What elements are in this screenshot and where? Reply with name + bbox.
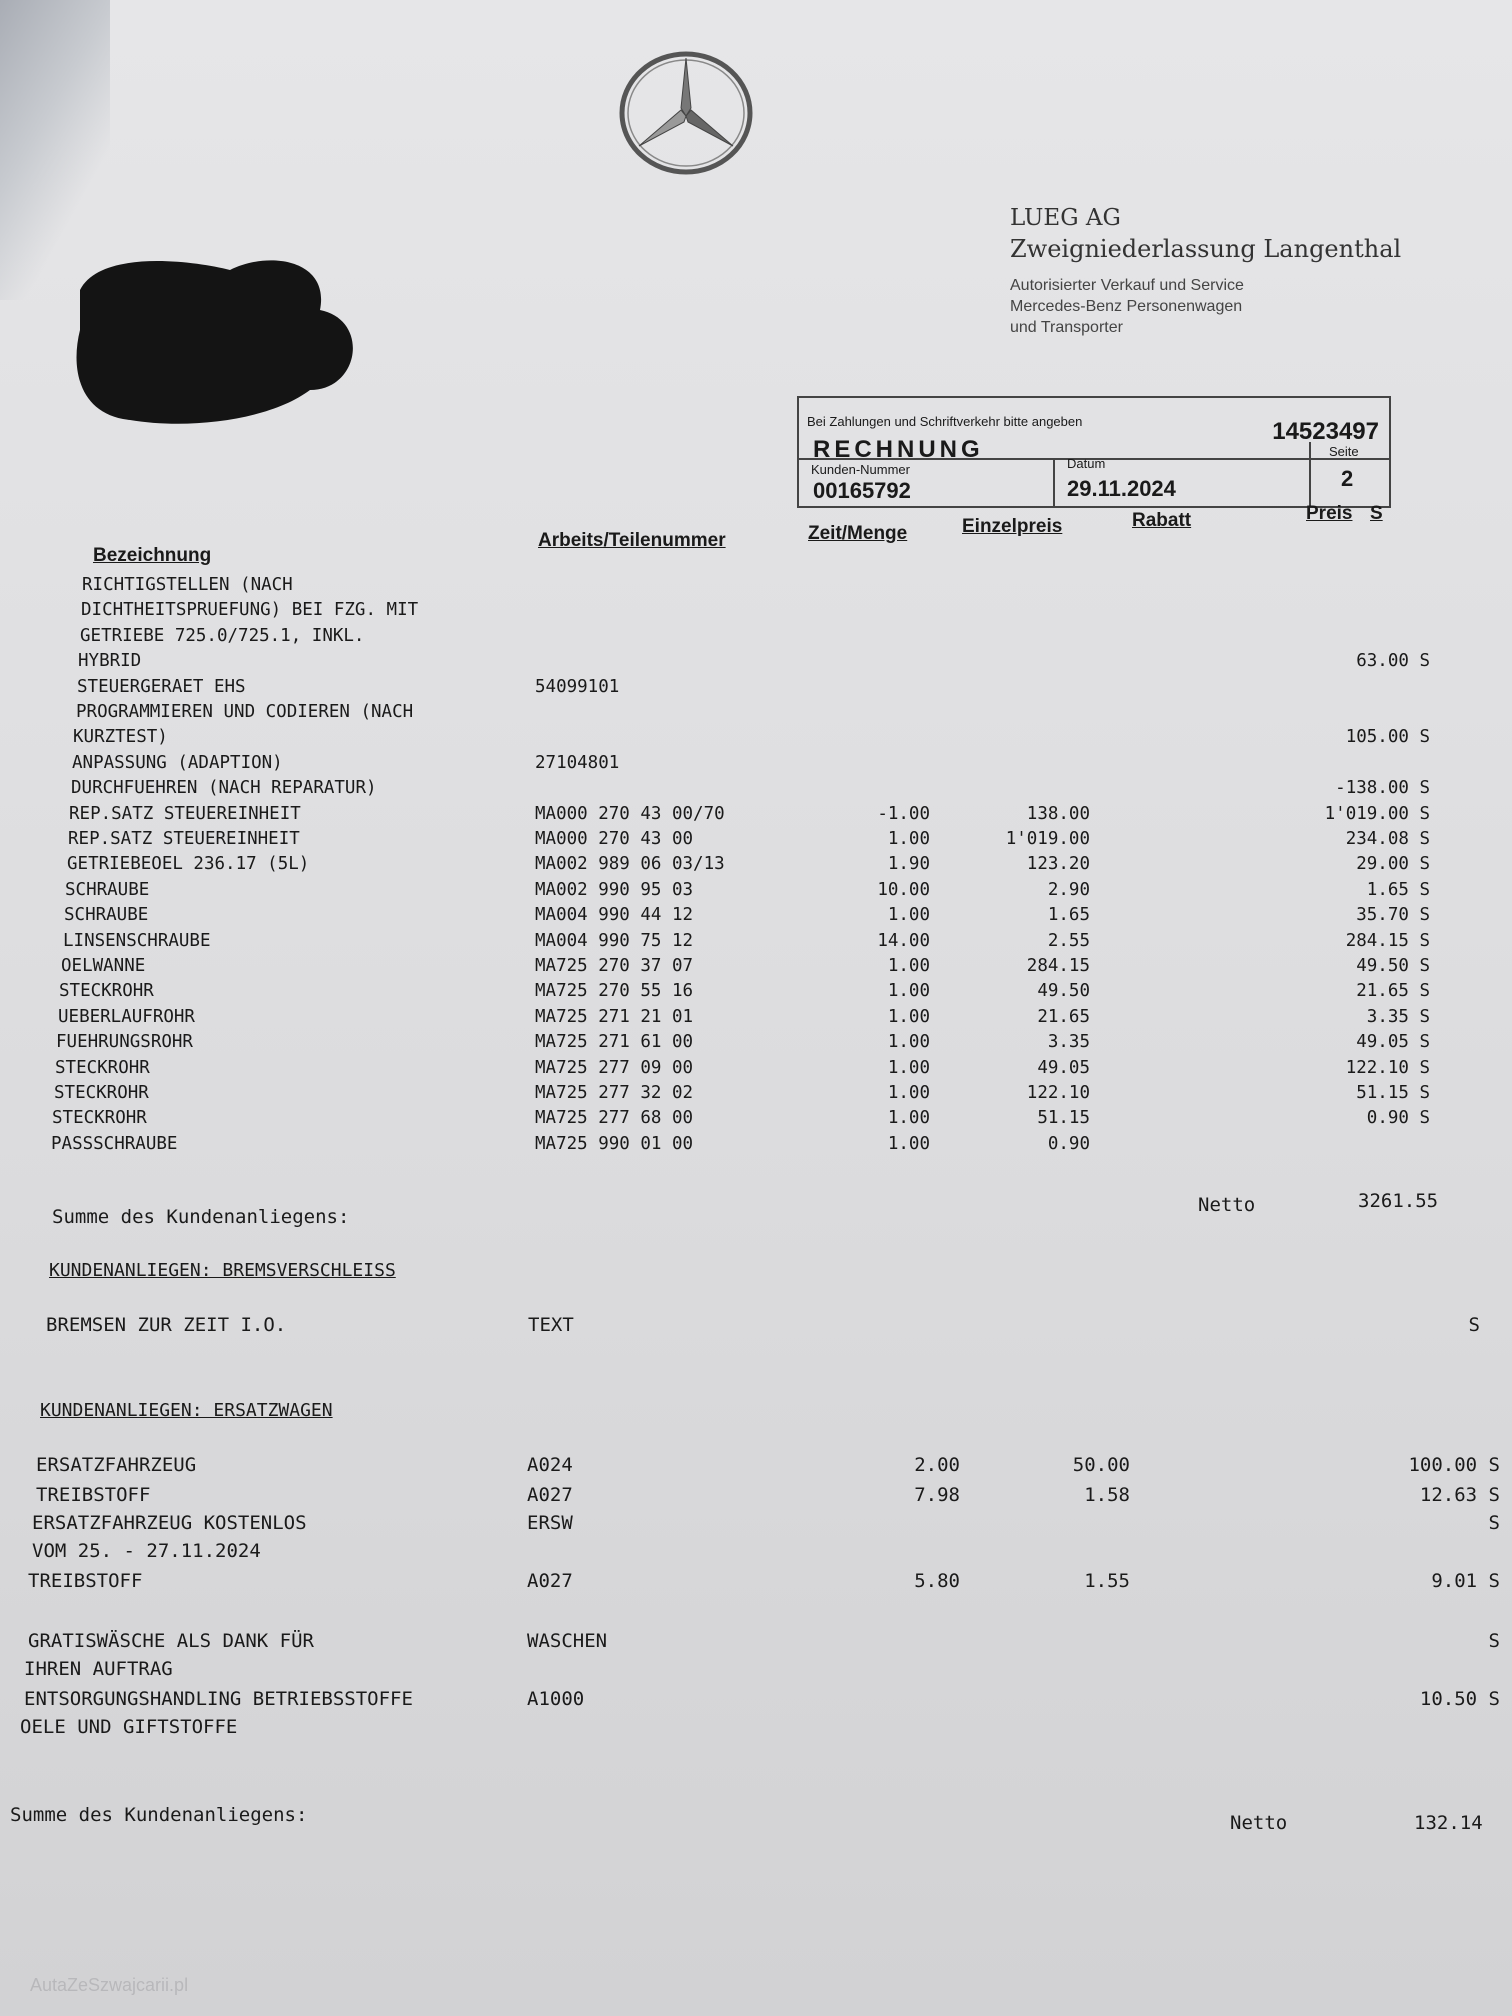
item-part-number: MA004 990 44 12 [535, 905, 694, 926]
item-part-number: MA725 271 61 00 [535, 1032, 694, 1053]
col-header-part-number: Arbeits/Teilenummer [538, 530, 726, 551]
item-price: 3.35 S [1366, 1006, 1430, 1027]
table-row [0, 931, 1512, 956]
dealer-address-block [1010, 205, 1401, 338]
item-description: HYBRID [78, 651, 142, 672]
car-line-quantity: 5.80 [914, 1570, 960, 1592]
item-unit-price: 49.05 [1037, 1057, 1090, 1078]
car-line-description: ERSATZFAHRZEUG KOSTENLOS [32, 1512, 307, 1534]
table-row [0, 981, 1512, 1006]
car-line-price: S [1488, 1512, 1500, 1534]
item-price: 122.10 S [1345, 1057, 1430, 1078]
dealer-desc-3: und Transporter [1010, 319, 1123, 336]
car-line-description: ERSATZFAHRZEUG [36, 1454, 197, 1476]
table-row [0, 778, 1512, 803]
table-row [0, 1134, 1512, 1159]
item-description: SCHRAUBE [65, 879, 150, 900]
item-quantity: 1.00 [887, 1108, 930, 1129]
item-price: 284.15 S [1345, 930, 1430, 951]
mercedes-star-logo-icon [618, 50, 754, 176]
table-row [0, 804, 1512, 829]
item-quantity: 1.00 [887, 981, 930, 1002]
dealer-desc-1: Autorisierter Verkauf und Service [1010, 277, 1244, 294]
item-unit-price: 123.20 [1026, 854, 1090, 875]
item-unit-price: 122.10 [1026, 1083, 1090, 1103]
table-row [0, 677, 1512, 702]
table-row [0, 651, 1512, 676]
summary-2-label: Summe des Kundenanliegens: [10, 1804, 308, 1826]
car-line-quantity: 2.00 [914, 1454, 960, 1476]
payment-hint: Bei Zahlungen und Schriftverkehr bitte angeben [807, 414, 1083, 429]
item-price: 1'019.00 S [1324, 803, 1430, 824]
item-quantity: 1.00 [887, 1032, 930, 1053]
item-description: STECKROHR [54, 1083, 149, 1103]
car-line-code: A027 [527, 1570, 573, 1592]
item-description: PASSSCHRAUBE [51, 1133, 178, 1154]
item-description: SCHRAUBE [64, 905, 149, 926]
invoice-date: 29.11.2024 [1067, 476, 1176, 501]
item-price: 63.00 S [1356, 651, 1430, 672]
item-unit-price: 1.65 [1047, 905, 1090, 926]
item-description: STECKROHR [55, 1057, 150, 1078]
item-part-number: MA000 270 43 00 [535, 829, 694, 849]
item-price: 234.08 S [1345, 829, 1430, 849]
item-part-number: MA725 270 37 07 [535, 956, 694, 976]
car-line-code: WASCHEN [527, 1630, 608, 1652]
item-price: 49.50 S [1356, 956, 1430, 976]
car-line-code: A1000 [527, 1688, 585, 1710]
item-description: DICHTHEITSPRUEFUNG) BEI FZG. MIT [81, 600, 419, 621]
table-row [0, 956, 1512, 981]
table-row [0, 1058, 1512, 1083]
dealer-branch: Zweigniederlassung Langenthal [1010, 235, 1402, 263]
car-line-price: 100.00 S [1408, 1454, 1500, 1476]
car-line-price: 12.63 S [1419, 1484, 1500, 1506]
table-row [0, 727, 1512, 752]
item-unit-price: 138.00 [1026, 803, 1090, 824]
item-description: RICHTIGSTELLEN (NACH [82, 575, 293, 595]
car-line-code: A027 [527, 1484, 573, 1506]
item-description: FUEHRUNGSROHR [56, 1032, 193, 1053]
car-line-price: 10.50 S [1419, 1688, 1500, 1710]
item-price: 21.65 S [1356, 981, 1430, 1002]
item-unit-price: 284.15 [1026, 956, 1090, 976]
page-number: 2 [1341, 466, 1354, 491]
summary-2-netto-label: Netto [1230, 1812, 1288, 1834]
summary-2-total: 132.14 [1414, 1812, 1483, 1834]
item-description: REP.SATZ STEUEREINHEIT [69, 803, 301, 824]
item-unit-price: 3.35 [1047, 1032, 1090, 1053]
table-row [0, 575, 1512, 600]
item-quantity: 14.00 [877, 930, 930, 951]
car-line-description: IHREN AUFTRAG [24, 1658, 173, 1680]
car-line-code: ERSW [527, 1512, 573, 1534]
item-unit-price: 2.90 [1047, 879, 1090, 900]
item-description: LINSENSCHRAUBE [63, 930, 211, 951]
item-part-number: 54099101 [535, 676, 620, 697]
car-line-quantity: 7.98 [914, 1484, 960, 1506]
item-unit-price: 0.90 [1047, 1133, 1090, 1154]
date-label: Datum [1067, 456, 1106, 471]
table-row [0, 1032, 1512, 1057]
invoice-number: 14523497 [1272, 418, 1379, 445]
table-row [0, 880, 1512, 905]
car-line-description: GRATISWÄSCHE ALS DANK FÜR [28, 1630, 314, 1652]
invoice-info-box [797, 396, 1391, 508]
table-row [0, 626, 1512, 651]
item-description: OELWANNE [61, 956, 146, 976]
brakes-code: TEXT [528, 1314, 574, 1336]
car-line-unit-price: 1.58 [1084, 1484, 1130, 1506]
item-description: KURZTEST) [73, 727, 168, 748]
page-label: Seite [1329, 444, 1359, 459]
col-header-unit-price: Einzelpreis [962, 516, 1063, 537]
item-part-number: 27104801 [535, 752, 620, 773]
table-row [0, 753, 1512, 778]
brakes-desc: BREMSEN ZUR ZEIT I.O. [46, 1314, 287, 1336]
summary-1-netto-label: Netto [1198, 1194, 1256, 1216]
table-row [0, 702, 1512, 727]
item-part-number: MA725 270 55 16 [535, 981, 694, 1002]
col-header-quantity: Zeit/Menge [808, 523, 908, 544]
car-line-description: TREIBSTOFF [36, 1484, 151, 1506]
item-part-number: MA002 989 06 03/13 [535, 854, 725, 875]
table-row [0, 1007, 1512, 1032]
item-price: 1.65 S [1366, 879, 1430, 900]
col-header-tax-code: S [1370, 503, 1383, 524]
item-description: UEBERLAUFROHR [58, 1006, 195, 1027]
watermark: AutaZeSzwajcarii.pl [30, 1975, 189, 1995]
section-title-brakes: KUNDENANLIEGEN: BREMSVERSCHLEISS [49, 1260, 396, 1281]
table-row [0, 1083, 1512, 1108]
item-price: 35.70 S [1356, 905, 1430, 926]
item-quantity: 1.00 [887, 829, 930, 849]
table-row [0, 600, 1512, 625]
item-quantity: 10.00 [877, 879, 930, 900]
item-part-number: MA004 990 75 12 [535, 930, 694, 951]
item-quantity: 1.00 [887, 1057, 930, 1078]
brakes-tax: S [1468, 1314, 1480, 1336]
table-row [0, 829, 1512, 854]
item-description: STECKROHR [52, 1108, 147, 1129]
item-part-number: MA002 990 95 03 [535, 879, 694, 900]
car-line-description: OELE UND GIFTSTOFFE [20, 1716, 238, 1738]
item-unit-price: 1'019.00 [1005, 829, 1090, 849]
car-line-description: TREIBSTOFF [28, 1570, 143, 1592]
item-unit-price: 51.15 [1037, 1108, 1090, 1129]
item-part-number: MA000 270 43 00/70 [535, 803, 725, 824]
item-quantity: 1.90 [887, 854, 930, 875]
col-header-description: Bezeichnung [93, 545, 212, 566]
col-header-price: Preis [1306, 503, 1353, 524]
item-description: STECKROHR [59, 981, 154, 1002]
col-header-discount: Rabatt [1132, 510, 1192, 531]
item-part-number: MA725 277 32 02 [535, 1083, 694, 1103]
item-price: -138.00 S [1335, 778, 1430, 799]
car-line-unit-price: 50.00 [1072, 1454, 1130, 1476]
table-row [0, 1108, 1512, 1133]
item-description: REP.SATZ STEUEREINHEIT [68, 829, 300, 849]
item-unit-price: 2.55 [1047, 930, 1090, 951]
item-quantity: 1.00 [887, 956, 930, 976]
summary-1-label: Summe des Kundenanliegens: [52, 1206, 350, 1228]
customer-number-label: Kunden-Nummer [811, 462, 910, 477]
car-line-price: 9.01 S [1431, 1570, 1500, 1592]
item-description: DURCHFUEHREN (NACH REPARATUR) [71, 778, 377, 799]
summary-1-total: 3261.55 [1358, 1190, 1439, 1212]
item-quantity: 1.00 [887, 1133, 930, 1154]
redaction-blot [70, 250, 360, 430]
item-price: 49.05 S [1356, 1032, 1430, 1053]
item-part-number: MA725 277 09 00 [535, 1057, 694, 1078]
item-price: 0.90 S [1366, 1108, 1430, 1129]
item-description: GETRIEBEOEL 236.17 (5L) [67, 854, 310, 875]
car-line-code: A024 [527, 1454, 573, 1476]
item-part-number: MA725 990 01 00 [535, 1133, 694, 1154]
item-quantity: 1.00 [887, 1006, 930, 1027]
item-description: ANPASSUNG (ADAPTION) [72, 752, 283, 773]
item-quantity: -1.00 [877, 803, 930, 824]
item-description: STEUERGERAET EHS [77, 676, 246, 697]
table-row [0, 854, 1512, 879]
item-price: 51.15 S [1356, 1083, 1430, 1103]
item-price: 29.00 S [1356, 854, 1430, 875]
dealer-desc-2: Mercedes-Benz Personenwagen [1010, 298, 1243, 315]
item-quantity: 1.00 [887, 905, 930, 926]
item-part-number: MA725 277 68 00 [535, 1108, 694, 1129]
car-line-description: VOM 25. - 27.11.2024 [32, 1540, 261, 1562]
item-description: GETRIEBE 725.0/725.1, INKL. [80, 625, 365, 646]
item-unit-price: 21.65 [1037, 1006, 1090, 1027]
document-title: RECHNUNG [813, 436, 984, 463]
item-part-number: MA725 271 21 01 [535, 1006, 694, 1027]
table-row [0, 905, 1512, 930]
item-price: 105.00 S [1345, 727, 1430, 748]
section-title-replacement-car: KUNDENANLIEGEN: ERSATZWAGEN [40, 1400, 333, 1421]
car-line-unit-price: 1.55 [1084, 1570, 1130, 1592]
car-line-description: ENTSORGUNGSHANDLING BETRIEBSSTOFFE [24, 1688, 413, 1710]
dealer-name: LUEG AG [1010, 205, 1121, 231]
item-quantity: 1.00 [887, 1083, 930, 1103]
car-line-price: S [1488, 1630, 1500, 1652]
customer-number: 00165792 [813, 478, 911, 503]
item-description: PROGRAMMIEREN UND CODIEREN (NACH [76, 702, 414, 722]
item-unit-price: 49.50 [1037, 981, 1090, 1002]
